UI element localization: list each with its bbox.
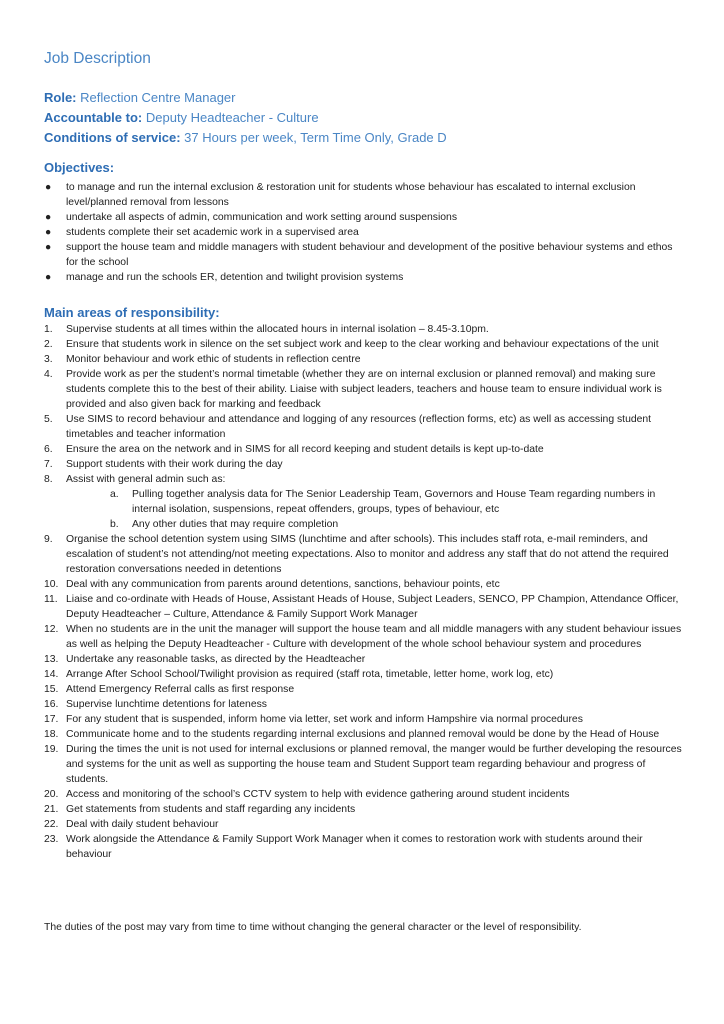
item-number: 20. bbox=[44, 789, 59, 800]
responsibility-item bbox=[44, 712, 684, 727]
responsibility-text: Ensure the area on the network and in SIMS for all record keeping and student details is kept up-to-date bbox=[66, 444, 544, 455]
responsibility-item bbox=[44, 787, 684, 802]
responsibility-item bbox=[44, 337, 684, 352]
item-number: 21. bbox=[44, 804, 59, 815]
responsibility-item bbox=[44, 532, 684, 577]
item-number: 8. bbox=[44, 474, 53, 485]
item-number: 3. bbox=[44, 354, 53, 365]
objectives-heading: Objectives: bbox=[44, 160, 115, 175]
responsibility-text: Liaise and co-ordinate with Heads of House, Assistant Heads of House, Subject Leaders, SENCO, PP Champion, Attendance Officer, Deputy Headteacher – Culture, Attendance & Family Support Work Manager bbox=[66, 594, 679, 620]
responsibility-text: Provide work as per the student’s normal timetable (whether they are on internal exclusion or planned removal) and making sure students complete this to the best of their ability. Liaise with subject leaders, teachers and house team to ensure individual work is provided and also given back for marking and feedback bbox=[66, 369, 662, 410]
objective-text: support the house team and middle managers with student behaviour and development of the positive behaviour systems and ethos for the school bbox=[66, 242, 673, 268]
conditions-line bbox=[44, 128, 447, 148]
role-details bbox=[44, 88, 447, 148]
item-number: 5. bbox=[44, 414, 53, 425]
role-value: Reflection Centre Manager bbox=[80, 90, 236, 105]
objective-item bbox=[44, 210, 684, 225]
responsibility-item bbox=[44, 817, 684, 832]
item-number: 16. bbox=[44, 699, 59, 710]
responsibility-item bbox=[44, 697, 684, 712]
responsibility-text: Monitor behaviour and work ethic of students in reflection centre bbox=[66, 354, 361, 365]
bullet-icon: ● bbox=[45, 242, 52, 253]
responsibility-item bbox=[44, 472, 684, 532]
responsibilities-list bbox=[44, 322, 684, 862]
sub-item-letter: b. bbox=[110, 519, 119, 530]
responsibility-item bbox=[44, 442, 684, 457]
responsibility-item bbox=[44, 667, 684, 682]
bullet-icon: ● bbox=[45, 182, 52, 193]
accountable-value: Deputy Headteacher - Culture bbox=[145, 110, 319, 125]
responsibility-text: Attend Emergency Referral calls as first response bbox=[66, 684, 295, 695]
responsibility-text: Organise the school detention system using SIMS (lunchtime and after schools). This includes staff rota, e-mail reminders, and escalation of student’s not attending/not meeting expectations. Also to monitor and address any staff that do not attend the required restoration conversations needed in detentions bbox=[66, 534, 669, 575]
accountable-line bbox=[44, 108, 447, 128]
responsibility-item bbox=[44, 802, 684, 817]
responsibility-item bbox=[44, 577, 684, 592]
sub-item-letter: a. bbox=[110, 489, 119, 500]
responsibility-item bbox=[44, 592, 684, 622]
responsibility-item bbox=[44, 832, 684, 862]
item-number: 14. bbox=[44, 669, 59, 680]
objective-text: students complete their set academic work in a supervised area bbox=[66, 227, 359, 238]
responsibility-text: Support students with their work during the day bbox=[66, 459, 283, 470]
objective-item bbox=[44, 270, 684, 285]
sub-item-text: Any other duties that may require completion bbox=[132, 519, 339, 530]
conditions-label: Conditions of service: bbox=[44, 130, 181, 145]
responsibility-item bbox=[44, 682, 684, 697]
responsibility-item bbox=[44, 352, 684, 367]
responsibility-text: Get statements from students and staff regarding any incidents bbox=[66, 804, 356, 815]
objective-item bbox=[44, 180, 684, 210]
responsibility-item bbox=[44, 742, 684, 787]
objective-text: manage and run the schools ER, detention and twilight provision systems bbox=[66, 272, 404, 283]
sub-item bbox=[66, 487, 684, 517]
objective-item bbox=[44, 240, 684, 270]
responsibility-text: During the times the unit is not used for internal exclusions or planned removal, the manger would be further developing the resources and systems for the unit as well as supporting the house team and Student Support team regarding behaviour and progress of students. bbox=[66, 744, 682, 785]
accountable-label: Accountable to: bbox=[44, 110, 143, 125]
sub-item-text: Pulling together analysis data for The Senior Leadership Team, Governors and House Team regarding numbers in internal isolation, suspensions, repeat offenders, groups, types of behaviour, etc bbox=[132, 489, 656, 515]
responsibility-text: Undertake any reasonable tasks, as directed by the Headteacher bbox=[66, 654, 366, 665]
item-number: 12. bbox=[44, 624, 59, 635]
responsibility-item bbox=[44, 622, 684, 652]
role-label: Role: bbox=[44, 90, 77, 105]
bullet-icon: ● bbox=[45, 212, 52, 223]
item-number: 1. bbox=[44, 324, 53, 335]
responsibility-text: Supervise students at all times within the allocated hours in internal isolation – 8.45-3.10pm. bbox=[66, 324, 489, 335]
responsibility-item bbox=[44, 652, 684, 667]
item-number: 2. bbox=[44, 339, 53, 350]
item-number: 17. bbox=[44, 714, 59, 725]
item-number: 4. bbox=[44, 369, 53, 380]
responsibility-text: Ensure that students work in silence on the set subject work and keep to the clear working and behaviour expectations of the unit bbox=[66, 339, 659, 350]
sub-item bbox=[66, 517, 684, 532]
responsibility-text: Communicate home and to the students regarding internal exclusions and planned removal would be done by the Head of House bbox=[66, 729, 660, 740]
item-number: 9. bbox=[44, 534, 53, 545]
item-number: 11. bbox=[44, 594, 58, 605]
responsibility-text: Deal with any communication from parents around detentions, sanctions, behaviour points, etc bbox=[66, 579, 500, 590]
responsibility-item bbox=[44, 727, 684, 742]
conditions-value: 37 Hours per week, Term Time Only, Grade D bbox=[184, 130, 447, 145]
responsibilities-heading: Main areas of responsibility: bbox=[44, 305, 220, 320]
responsibility-text: Supervise lunchtime detentions for lateness bbox=[66, 699, 267, 710]
responsibility-text: For any student that is suspended, inform home via letter, set work and inform Hampshire via normal procedures bbox=[66, 714, 583, 725]
item-number: 18. bbox=[44, 729, 59, 740]
objective-text: to manage and run the internal exclusion & restoration unit for students whose behaviour has escalated to internal exclusion level/planned removal from lessons bbox=[66, 182, 636, 208]
responsibility-item bbox=[44, 322, 684, 337]
objective-item bbox=[44, 225, 684, 240]
item-number: 13. bbox=[44, 654, 59, 665]
objectives-list bbox=[44, 180, 684, 285]
footer-note: The duties of the post may vary from time to time without changing the general character or the level of responsibility. bbox=[44, 922, 582, 933]
bullet-icon: ● bbox=[45, 227, 52, 238]
document-title: Job Description bbox=[44, 50, 151, 67]
responsibility-text: Use SIMS to record behaviour and attendance and logging of any resources (reflection forms, etc) as well as accessing student timetables and teacher information bbox=[66, 414, 652, 440]
item-number: 23. bbox=[44, 834, 59, 845]
responsibility-item bbox=[44, 412, 684, 442]
responsibility-text: Work alongside the Attendance & Family Support Work Manager when it comes to restoration work with students around their behaviour bbox=[66, 834, 643, 860]
item-number: 7. bbox=[44, 459, 53, 470]
responsibility-text: Arrange After School School/Twilight provision as required (staff rota, timetable, letter home, work log, etc) bbox=[66, 669, 554, 680]
responsibility-text: Assist with general admin such as: bbox=[66, 474, 226, 485]
responsibility-item bbox=[44, 367, 684, 412]
bullet-icon: ● bbox=[45, 272, 52, 283]
role-line bbox=[44, 88, 447, 108]
responsibility-item bbox=[44, 457, 684, 472]
responsibility-text: When no students are in the unit the manager will support the house team and all middle managers with any student behaviour issues as well as helping the Deputy Headteacher - Culture with development of the whole school behaviour system and procedures bbox=[66, 624, 682, 650]
item-number: 10. bbox=[44, 579, 59, 590]
responsibility-text: Deal with daily student behaviour bbox=[66, 819, 219, 830]
objective-text: undertake all aspects of admin, communication and work setting around suspensions bbox=[66, 212, 458, 223]
item-number: 19. bbox=[44, 744, 59, 755]
item-number: 15. bbox=[44, 684, 59, 695]
item-number: 22. bbox=[44, 819, 59, 830]
responsibility-text: Access and monitoring of the school’s CCTV system to help with evidence gathering around student incidents bbox=[66, 789, 570, 800]
sub-list bbox=[66, 487, 684, 532]
item-number: 6. bbox=[44, 444, 53, 455]
